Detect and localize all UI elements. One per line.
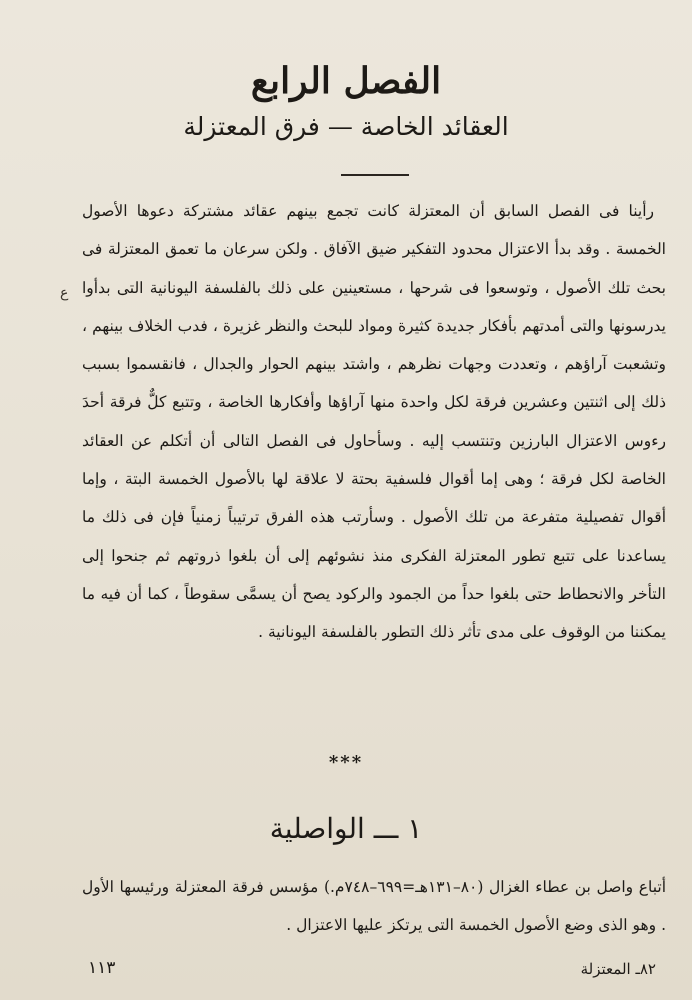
section-heading: ١ ـــ الواصلية [269,812,423,845]
body-paragraph: رأينا فى الفصل السابق أن المعتزلة كانت تجمع بينهم عقائد مشتركة دعوها الأصول الخمسة . وقد بدأ الاعتزال محدود التفكير ضيق الآفاق . ولكن سرعان ما تعمق المعتزلة فى بحث تلك الأصول ، وتوسعوا فى شرحها ، مستعينين على ذلك بالفلسفة اليونانية التى بدأوا يدرسونها والتى أمدتهم بأفكار جديدة كثيرة ومواد للبحث والنظر غزيرة ، فدب الخلاف بينهم ، وتشعبت آراؤهم ، وتعددت وجهات نظرهم ، واشتد بينهم الحوار والجدال ، فانقسموا بسبب ذلك إلى اثنتين وعشرين فرقة لكل واحدة منها آراؤها وأفكارها الخاصة ، وتتبع كلٌّ فرقة أحدَ رءوس الاعتزال البارزين وتنتسب إليه . وسأحاول فى الفصل التالى أن أتكلم عن العقائد الخاصة لكل فرقة ؛ وهى إما أقوال فلسفية بحتة لا علاقة لها بالأصول الخمسة البتة ، وإما أقوال تفصيلية متفرعة من تلك الأصول . وسأرتب هذه الفرق ترتيباً زمنياً فإن فى ذلك ما يساعدنا على تتبع تطور المعتزلة الفكرى منذ نشوئهم إلى أن بلغوا ذروتهم ثم جنحوا إلى التأخر والانحطاط حتى بلغوا حداً من الجمود والركود يصح أن يسمَّى سقوطاً ، كما أن فيه ما يمكننا من الوقوف على مدى تأثر ذلك التطور بالفلسفة اليونانية . [82,202,666,642]
chapter-title: الفصل الرابع [250,60,442,102]
chapter-subtitle: العقائد الخاصة — فرق المعتزلة [183,112,509,141]
section-separator: *** [328,752,364,773]
title-underline-rule [341,174,409,176]
margin-annotation: ع [60,285,69,301]
chapter-body [82,192,666,652]
section-paragraph: أتباع واصل بن عطاء الغزال (٨٠–١٣١هـ=٦٩٩–٧٤٨م.) مؤسس فرقة المعتزلة ورئيسها الأول . وهو الذى وضع الأصول الخمسة التى يرتكز عليها الاعتزال . [82,878,666,934]
page-number: ١١٣ [88,958,116,978]
section-body [82,868,666,944]
running-footer: ٨٢ـ المعتزلة [580,960,656,978]
